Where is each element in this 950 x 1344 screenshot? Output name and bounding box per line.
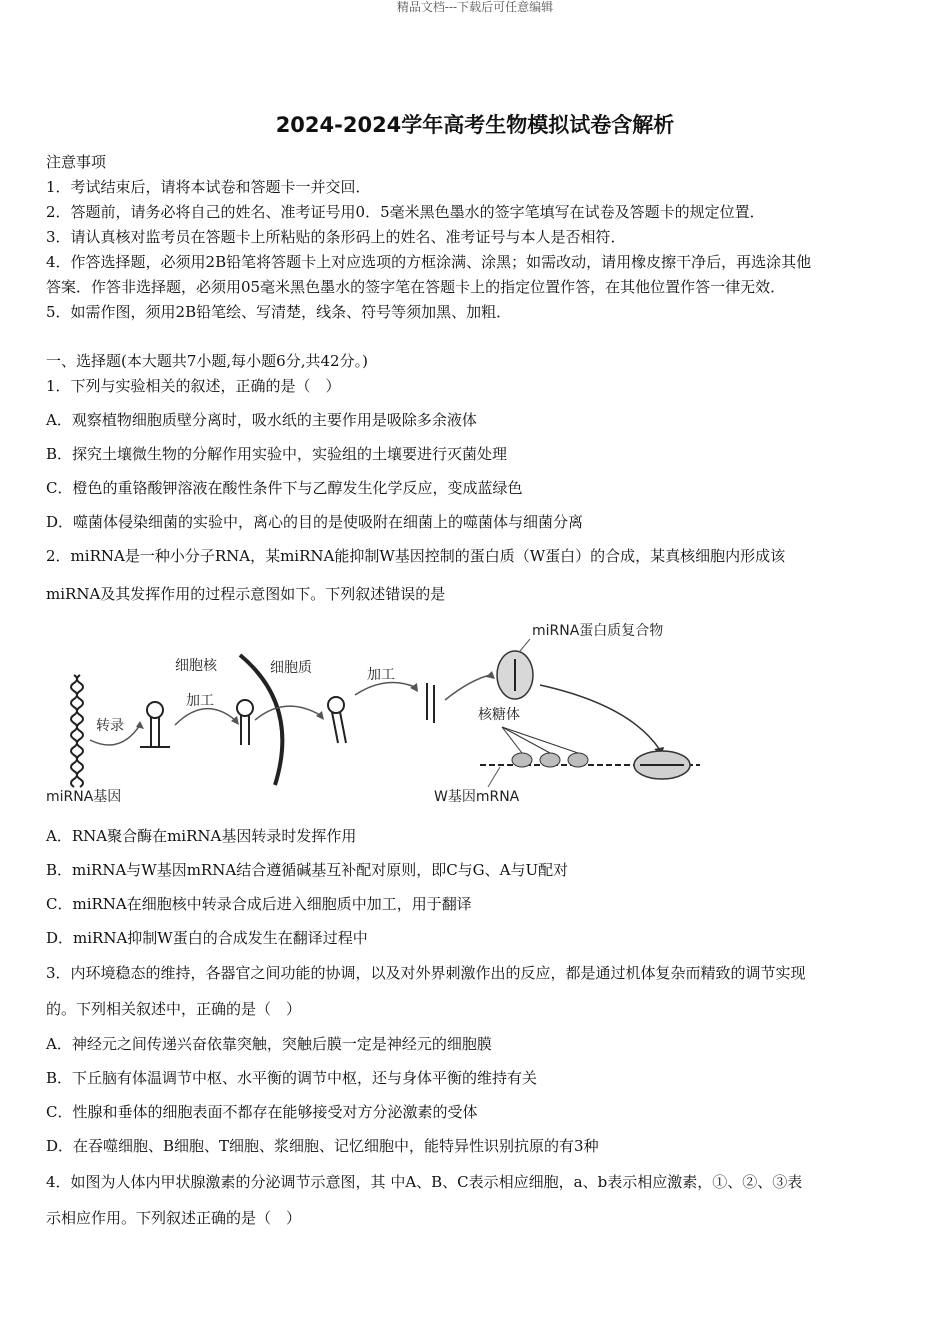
question-stem: 3．内环境稳态的维持，各器官之间功能的协调，以及对外界刺激作出的反应，都是通过机体复杂而精致的调节实现: [46, 964, 806, 982]
notice-item: 2．答题前，请务必将自己的姓名、准考证号用0．5毫米黑色墨水的签字笔填写在试卷及答题卡的规定位置．: [46, 203, 765, 221]
notice-heading: 注意事项: [46, 153, 107, 171]
page-header: 精品文档---下载后可任意编辑: [396, 0, 554, 14]
nucleus-label: 细胞核: [175, 658, 217, 674]
option: C．miRNA在细胞核中转录合成后进入细胞质中加工，用于翻译: [46, 895, 472, 913]
question-stem: 的。下列相关叙述中，正确的是（ ）: [46, 1000, 302, 1018]
mirna-process-figure: [40, 615, 720, 815]
section-heading: 一、选择题(本大题共7小题,每小题6分,共42分。): [46, 352, 368, 370]
option: B．miRNA与W基因mRNA结合遵循碱基互补配对原则，即C与G、A与U配对: [46, 861, 569, 879]
option: A．RNA聚合酶在miRNA基因转录时发挥作用: [46, 827, 357, 845]
hairpin-3: [328, 697, 346, 743]
option: C．性腺和垂体的细胞表面不都存在能够接受对方分泌激素的受体: [46, 1103, 478, 1121]
option: A．神经元之间传递兴奋依靠突触，突触后膜一定是神经元的细胞膜: [46, 1035, 492, 1053]
option: C．橙色的重铬酸钾溶液在酸性条件下与乙醇发生化学反应，变成蓝绿色: [46, 479, 523, 497]
question-stem: 示相应作用。下列叙述正确的是（ ）: [46, 1209, 302, 1227]
question-stem: miRNA及其发挥作用的过程示意图如下。下列叙述错误的是: [46, 585, 446, 603]
notice-item: 1．考试结束后，请将本试卷和答题卡一并交回．: [46, 178, 371, 196]
option: B．下丘脑有体温调节中枢、水平衡的调节中枢，还与身体平衡的维持有关: [46, 1069, 538, 1087]
process2-label: 加工: [367, 667, 395, 683]
notice-item: 4．作答选择题，必须用2B铅笔将答题卡上对应选项的方框涂满、涂黑；如需改动，请用橡皮擦干净后，再选涂其他: [46, 253, 812, 271]
question-stem: 2．miRNA是一种小分子RNA，某miRNA能抑制W基因控制的蛋白质（W蛋白）的合成，某真核细胞内形成该: [46, 547, 786, 565]
option: D．miRNA抑制W蛋白的合成发生在翻译过程中: [46, 929, 368, 947]
option: D．在吞噬细胞、B细胞、T细胞、浆细胞、记忆细胞中，能特异性识别抗原的有3种: [46, 1137, 599, 1155]
cytoplasm-label: 细胞质: [270, 660, 312, 676]
process1-label: 加工: [186, 693, 214, 709]
gene-label: miRNA基因: [46, 789, 122, 805]
mirna-gene-helix: [71, 675, 83, 787]
page-title: 2024-2024学年高考生物模拟试卷含解析: [275, 113, 675, 137]
option: A．观察植物细胞质壁分离时，吸水纸的主要作用是吸除多余液体: [46, 411, 477, 429]
notice-item: 答案．作答非选择题，必须用05毫米黑色墨水的签字笔在答题卡上的指定位置作答，在其他位置作答一律无效．: [46, 278, 786, 296]
mirna-duplex: [427, 683, 434, 723]
mrna-label: W基因mRNA: [434, 789, 520, 805]
ribosome-label: 核糖体: [478, 707, 520, 723]
transcription-label: 转录: [96, 718, 124, 734]
notice-item: 3．请认真核对监考员在答题卡上所粘贴的条形码上的姓名、准考证号与本人是否相符．: [46, 228, 626, 246]
option: D．噬菌体侵染细菌的实验中，离心的目的是使吸附在细菌上的噬菌体与细菌分离: [46, 513, 584, 531]
option: B．探究土壤微生物的分解作用实验中，实验组的土壤要进行灭菌处理: [46, 445, 508, 463]
hairpin-1: [140, 702, 170, 747]
notice-item: 5．如需作图，须用2B铅笔绘、写清楚，线条、符号等须加黑、加粗．: [46, 303, 512, 321]
hairpin-2: [237, 700, 253, 745]
question-stem: 4．如图为人体内甲状腺激素的分泌调节示意图，其 中A、B、C表示相应细胞，a、b表示相应激素，①、②、③表: [46, 1173, 803, 1191]
ribosomes: [512, 753, 588, 767]
question-stem: 1．下列与实验相关的叙述，正确的是（ ）: [46, 377, 341, 395]
complex-label: miRNA蛋白质复合物: [532, 623, 664, 639]
